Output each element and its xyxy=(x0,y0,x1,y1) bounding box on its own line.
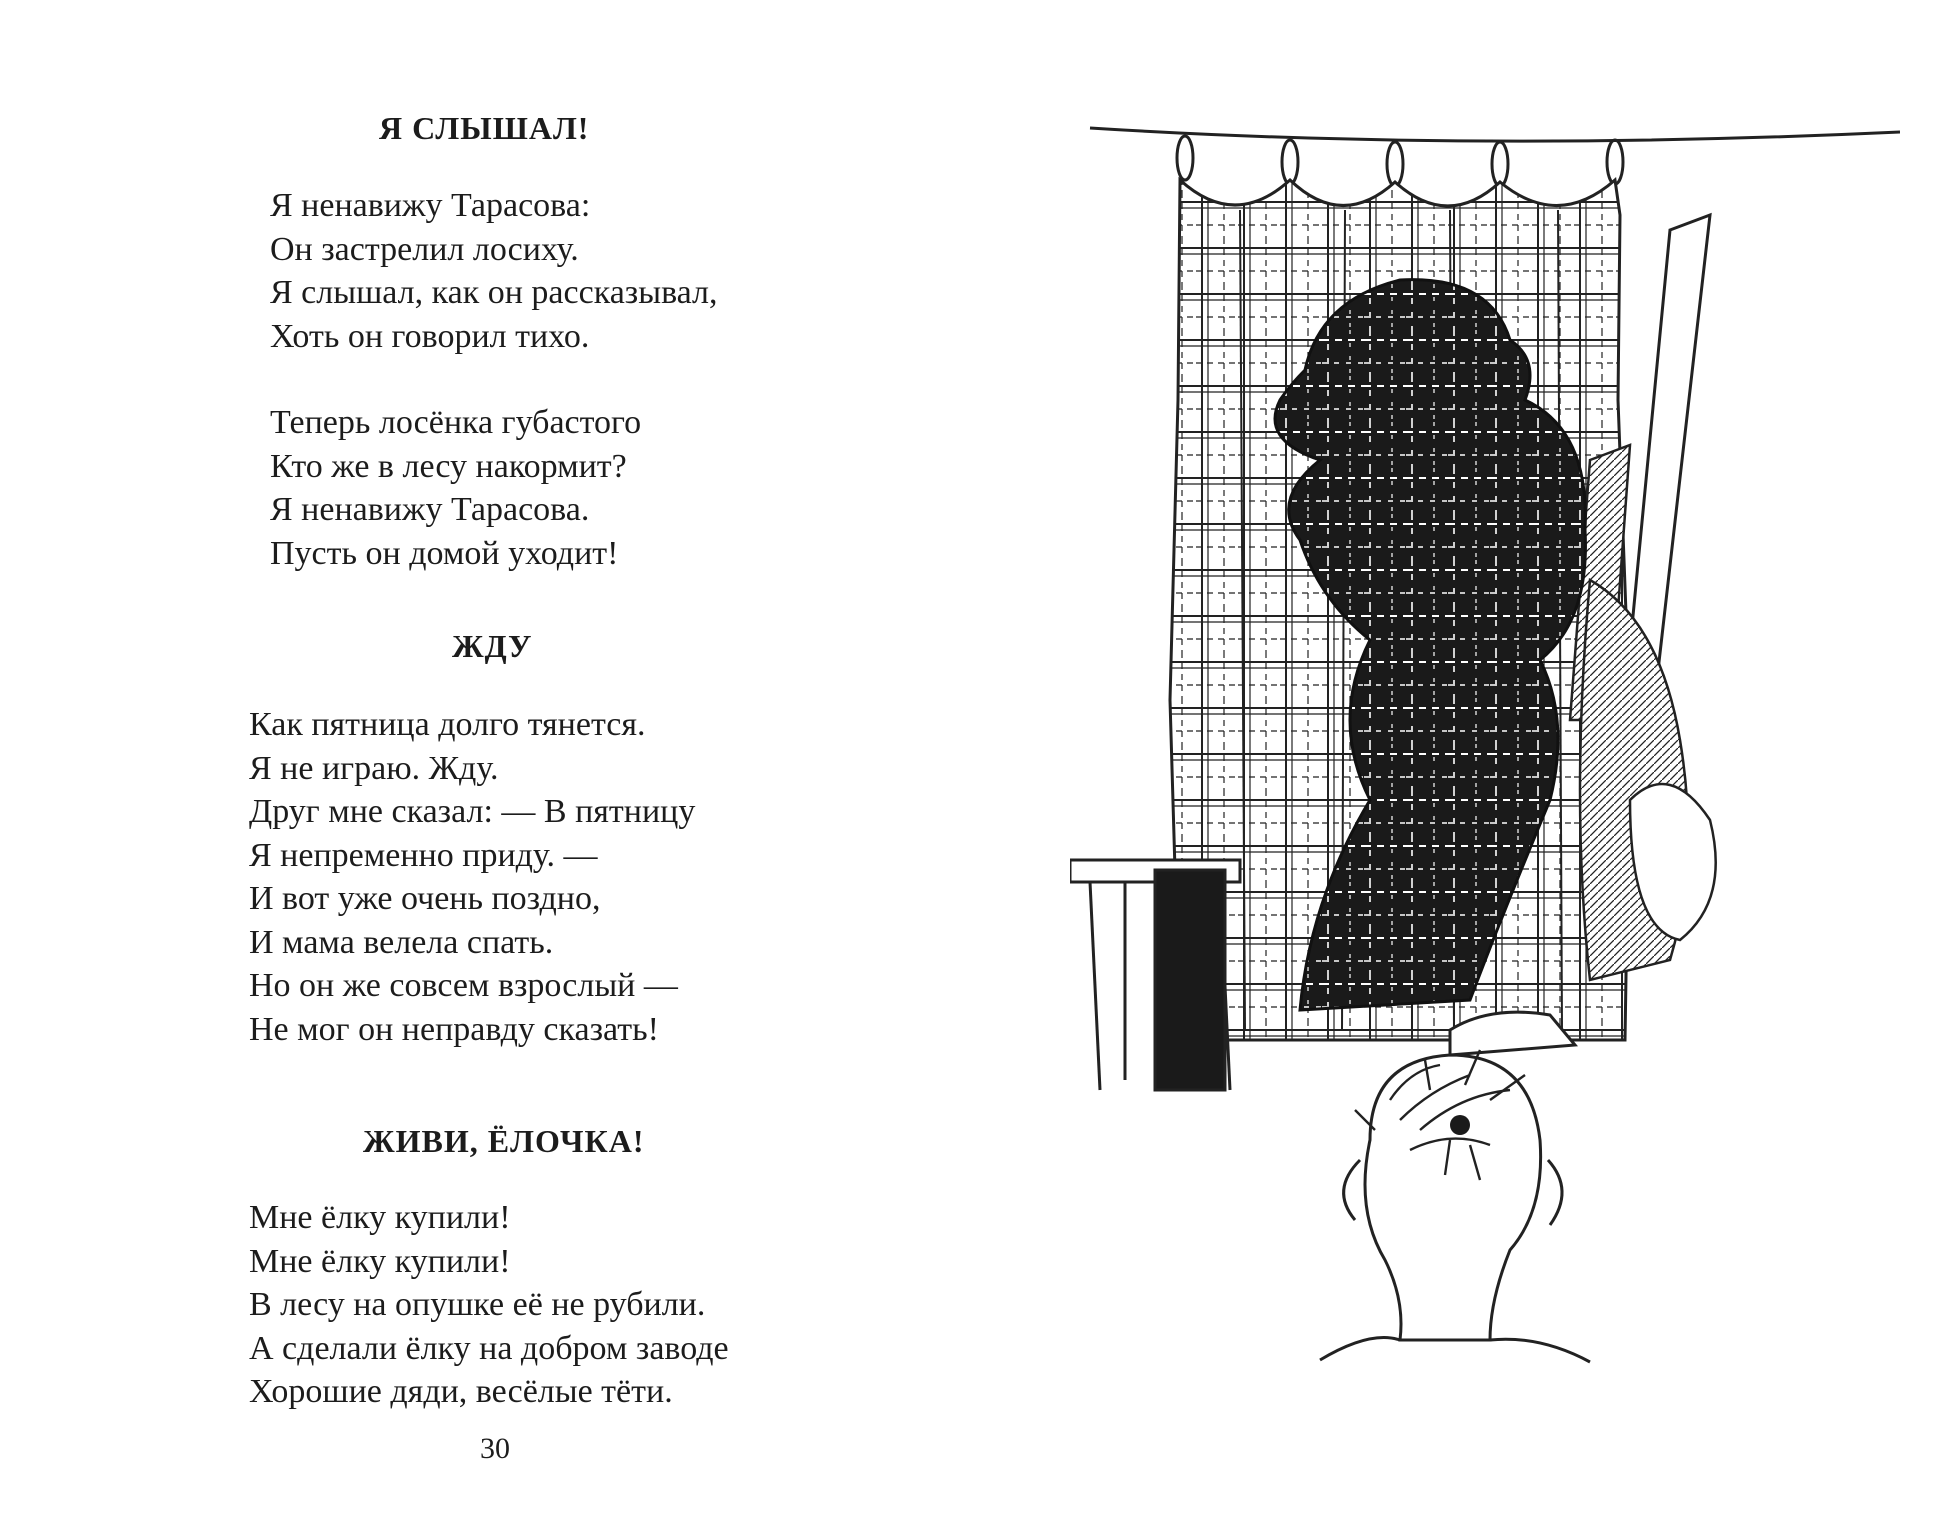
curtain-rod xyxy=(1090,128,1900,141)
poem-title-zhivi-yolochka: ЖИВИ, ЁЛОЧКА! xyxy=(363,1123,645,1159)
poem-line: Я ненавижу Тарасова: xyxy=(270,187,591,224)
poem-line: И мама велела спать. xyxy=(249,923,554,961)
stool xyxy=(1070,860,1240,1090)
poem-line: Он застрелил лосиху. xyxy=(270,230,579,268)
poem-line: Мне ёлку купили! xyxy=(249,1242,511,1280)
poem-line: Я не играю. Жду. xyxy=(249,749,499,787)
poem-line: Не мог он неправду сказать! xyxy=(249,1010,659,1048)
poem-line: Хоть он говорил тихо. xyxy=(270,317,590,355)
poem-line: Я слышал, как он рассказывал, xyxy=(270,274,718,311)
page-number: 30 xyxy=(480,1432,510,1465)
poem-line: Кто же в лесу накормит? xyxy=(270,447,627,485)
poem-line: Я ненавижу Тарасова. xyxy=(270,491,590,528)
poem-line: Теперь лосёнка губастого xyxy=(270,404,642,441)
curtain-rings xyxy=(1177,136,1623,186)
poem-line: А сделали ёлку на добром заводе xyxy=(249,1329,729,1367)
poem-line: Я непременно приду. — xyxy=(249,836,598,874)
stanza xyxy=(270,184,718,358)
poem-line: И вот уже очень поздно, xyxy=(249,880,601,917)
stanza xyxy=(249,1196,729,1414)
poem-line: Пусть он домой уходит! xyxy=(270,534,619,572)
poem-line: Хорошие дяди, весёлые тёти. xyxy=(249,1373,673,1410)
poem-line: Друг мне сказал: — В пятницу xyxy=(249,793,696,830)
poem-line: Мне ёлку купили! xyxy=(249,1199,511,1236)
poem-line: В лесу на опушке её не рубили. xyxy=(249,1286,706,1323)
stanza xyxy=(270,401,641,575)
poem-title-zhdu: ЖДУ xyxy=(452,628,533,664)
boy-head xyxy=(1320,1050,1590,1362)
illustration-curtain-hunter-boy xyxy=(1070,100,1900,1440)
poem-line: Как пятница долго тянется. xyxy=(249,706,646,743)
poem-title-ya-slyshal: Я СЛЫШАЛ! xyxy=(379,110,590,146)
stanza xyxy=(249,703,695,1051)
ink-drawing xyxy=(1070,100,1900,1440)
poem-line: Но он же совсем взрослый — xyxy=(249,967,678,1004)
